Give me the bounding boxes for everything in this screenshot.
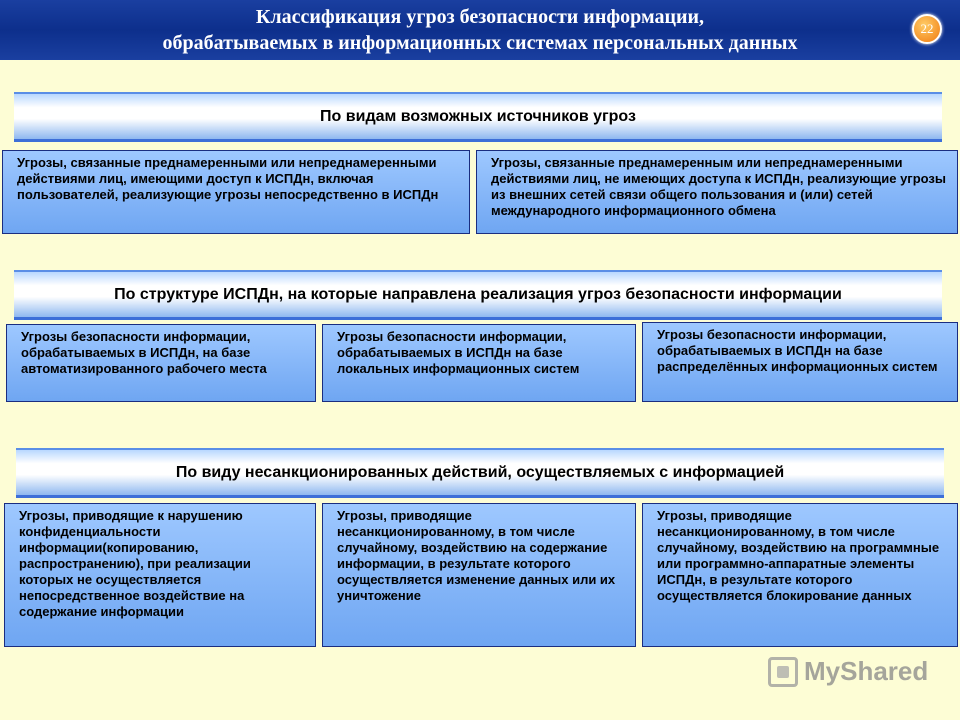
watermark-text: MyShared [804,656,929,686]
box-insider-threats: Угрозы, связанные преднамеренными или непреднамеренными действиями лиц, имеющими доступ к ИСПДн, включая пользователей, реализующие угрозы непосредственно в ИСПДн [2,150,470,234]
watermark [768,656,928,687]
title-line-2: обрабатываемых в информационных системах персональных данных [162,32,798,54]
section-header-unauthorized-actions: По виду несанкционированных действий, осуществляемых с информацией [16,448,944,498]
page-number-badge: 22 [912,14,942,44]
myshared-logo-icon [768,657,798,687]
box-local-systems-threats: Угрозы безопасности информации, обрабатываемых в ИСПДн на базе локальных информационных систем [322,324,636,402]
box-arm-threats: Угрозы безопасности информации, обрабатываемых в ИСПДн, на базе автоматизированного рабочего места [6,324,316,402]
box-external-threats: Угрозы, связанные преднамеренным или непреднамеренными действиями лиц, не имеющих доступа к ИСПДн, реализующие угрозы из внешних сетей связи общего пользования и (или) сетей международного информационного обмена [476,150,958,234]
section-header-structure: По структуре ИСПДн, на которые направлена реализация угроз безопасности информации [14,270,942,320]
title-line-1: Классификация угроз безопасности информации, [255,6,705,28]
box-integrity-threats: Угрозы, приводящие несанкционированному, в том числе случайному, воздействию на содержание информации, в результате которого осуществляется изменение данных или их уничтожение [322,503,636,647]
box-availability-threats: Угрозы, приводящие несанкционированному, в том числе случайному, воздействию на программные или программно-аппаратные элементы ИСПДн, в результате которого осуществляется блокирование данных [642,503,958,647]
section-header-sources: По видам возможных источников угроз [14,92,942,142]
box-confidentiality-threats: Угрозы, приводящие к нарушению конфиденциальности информации(копированию, распространению), при реализации которых не осуществляется непосредственное воздействие на содержание информации [4,503,316,647]
title-bar [0,0,960,60]
box-distributed-systems-threats: Угрозы безопасности информации, обрабатываемых в ИСПДн на базе распределённых информационных систем [642,322,958,402]
